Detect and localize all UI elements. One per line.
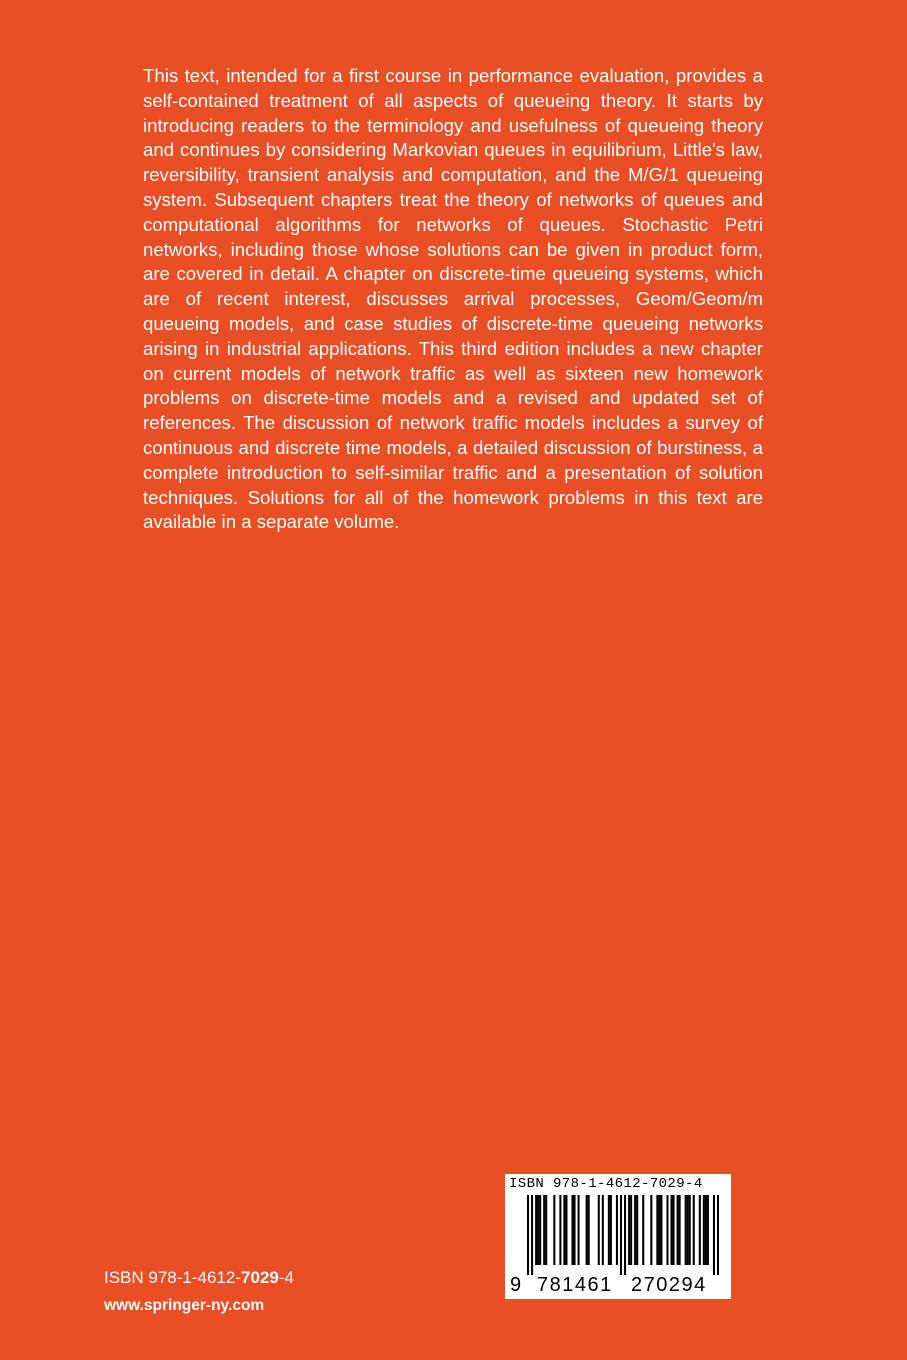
barcode-bar-46: [717, 1195, 719, 1275]
barcode-bar-4: [539, 1195, 541, 1265]
barcode-bar-2: [535, 1195, 537, 1265]
barcode-bar-29: [656, 1195, 658, 1265]
barcode-bar-35: [677, 1195, 679, 1265]
barcode-bar-19: [610, 1195, 612, 1265]
barcode-bar-43: [705, 1195, 707, 1265]
barcode-bar-17: [602, 1195, 604, 1265]
barcode-bar-34: [673, 1195, 675, 1265]
barcode-bar-24: [630, 1195, 632, 1265]
barcode-bar-36: [679, 1195, 681, 1265]
barcode-bar-5: [543, 1195, 545, 1265]
barcode-bar-45: [713, 1195, 715, 1275]
barcode-bar-37: [685, 1195, 687, 1265]
barcode-bar-32: [666, 1195, 668, 1265]
barcode-bar-16: [598, 1195, 600, 1265]
barcode-bar-12: [573, 1195, 575, 1265]
barcode-bar-15: [588, 1195, 590, 1265]
barcode-bar-18: [608, 1195, 610, 1265]
barcode-bar-0: [527, 1195, 529, 1275]
barcode-bar-40: [693, 1195, 695, 1265]
barcode-bar-3: [537, 1195, 539, 1265]
barcode-bar-23: [628, 1195, 630, 1265]
barcode-bar-1: [531, 1195, 533, 1275]
publisher-url: www.springer-ny.com: [104, 1297, 265, 1314]
barcode-block: [505, 1174, 731, 1299]
isbn-label: [104, 1268, 294, 1288]
barcode-bar-21: [620, 1195, 622, 1275]
barcode-bar-25: [634, 1195, 636, 1265]
barcode-bar-38: [687, 1195, 689, 1265]
barcode-right-digits: 270294: [631, 1274, 707, 1296]
barcode-bar-9: [563, 1195, 565, 1265]
barcode-left-digits: 781461: [537, 1274, 613, 1296]
barcode-bar-7: [553, 1195, 555, 1265]
barcode-bar-30: [658, 1195, 660, 1265]
cover-blurb: This text, intended for a first course in performance evaluation, provides a self-contained treatment of all aspects of queueing theory. It starts by introducing readers to the terminology and usefulness of queueing theory and continues by considering Markovian queues in equilibrium, Little's law, reversibility, transient analysis and computation, and the M/G/1 queueing system. Subsequent chapters treat the theory of networks of queues and computational algorithms for networks of queues. Stochastic Petri networks, including those whose solutions can be given in product form, are covered in detail. A chapter on discrete-time queueing systems, which are of recent interest, discusses arrival processes, Geom/Geom/m queueing models, and case studies of discrete-time queueing networks arising in industrial applications. This third edition includes a new chapter on current models of network traffic as well as sixteen new homework problems on discrete-time models and a revised and updated set of references. The discussion of network traffic models includes a survey of continuous and discrete time models, a detailed discussion of burstiness, a complete introduction to self-similar traffic and a presentation of solution techniques. Solutions for all of the homework problems in this text are available in a separate volume.: [143, 65, 763, 533]
barcode-bar-41: [699, 1195, 701, 1265]
barcode-bar-13: [578, 1195, 580, 1265]
barcode-bars: [527, 1195, 719, 1275]
barcode-bar-8: [559, 1195, 561, 1265]
barcode-bar-28: [650, 1195, 652, 1265]
barcode-bar-14: [586, 1195, 588, 1265]
barcode-bar-33: [670, 1195, 672, 1265]
barcode-bar-27: [642, 1195, 644, 1265]
barcode-first-digit: 9: [510, 1274, 522, 1296]
isbn-suffix: -4: [278, 1268, 294, 1287]
barcode-isbn-label: ISBN 978-1-4612-7029-4: [509, 1176, 703, 1192]
barcode-bar-20: [616, 1195, 618, 1265]
barcode-bar-10: [565, 1195, 567, 1265]
barcode-bar-11: [571, 1195, 573, 1265]
barcode-bar-22: [624, 1195, 626, 1275]
barcode-bar-6: [545, 1195, 547, 1265]
barcode-bar-42: [703, 1195, 705, 1265]
isbn-bold-part: 7029: [241, 1268, 279, 1287]
isbn-prefix: ISBN 978-1-4612-: [104, 1268, 242, 1287]
barcode-bar-39: [689, 1195, 691, 1265]
barcode-bar-26: [636, 1195, 638, 1265]
barcode-bar-31: [660, 1195, 662, 1265]
barcode-bar-44: [707, 1195, 709, 1265]
